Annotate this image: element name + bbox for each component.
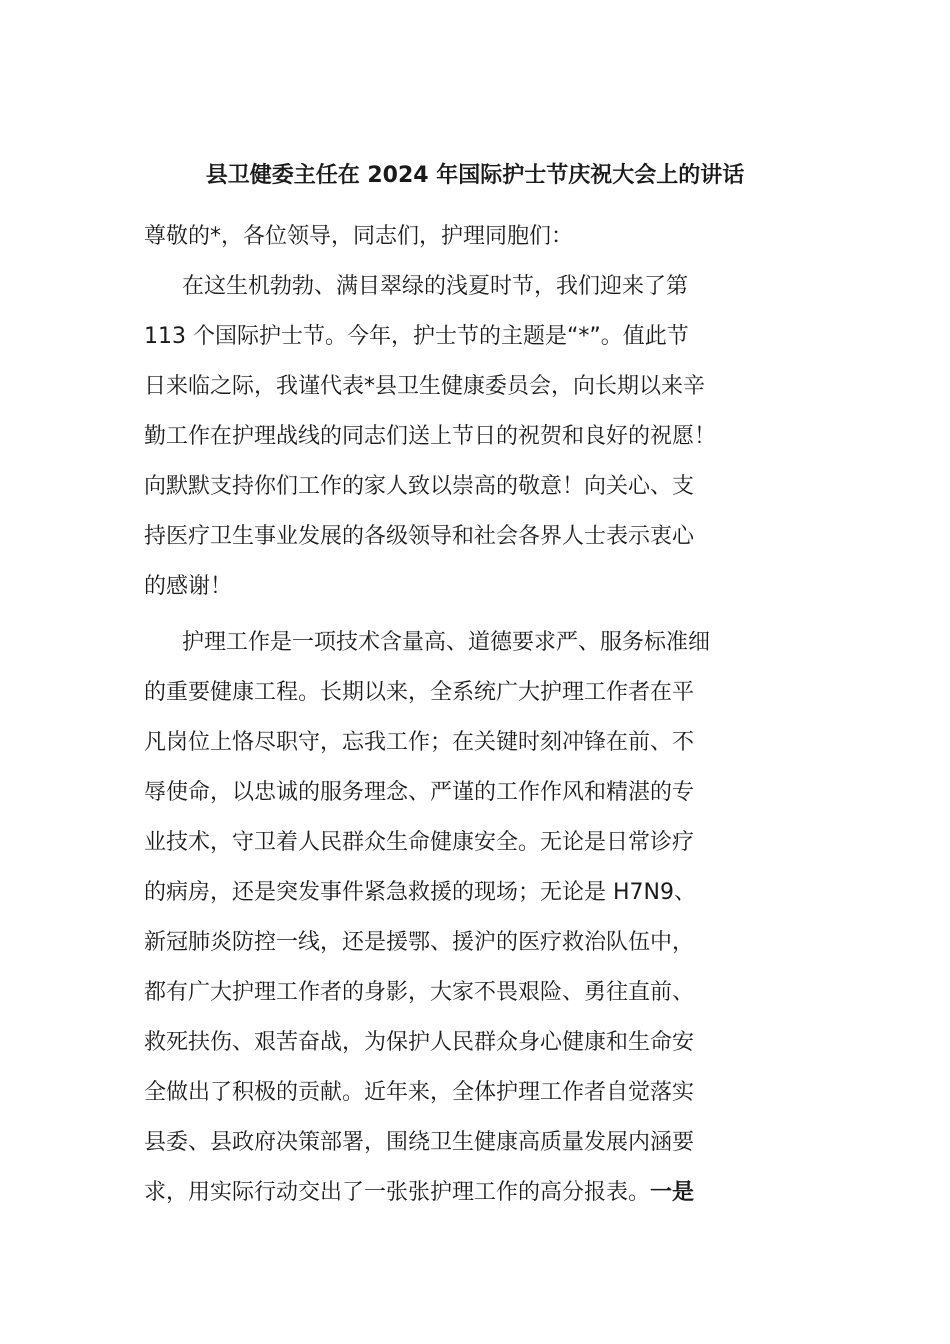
document-title: 县卫健委主任在 2024 年国际护士节庆祝大会上的讲话 — [205, 163, 745, 188]
paragraph-2-line — [144, 1173, 694, 1213]
paragraph-2-line: 业技术，守卫着人民群众生命健康安全。无论是日常诊疗 — [144, 830, 695, 855]
paragraph-2-line: 的病房，还是突发事件紧急救援的现场；无论是 H7N9、 — [144, 880, 696, 905]
paragraph-2-line-text: 求，用实际行动交出了一张张护理工作的高分报表。 — [144, 1180, 651, 1205]
paragraph-1-line: 向默默支持你们工作的家人致以崇高的敬意！向关心、支 — [144, 474, 695, 499]
paragraph-2-line: 新冠肺炎防控一线，还是援鄂、援沪的医疗救治队伍中， — [144, 930, 695, 955]
paragraph-2-line: 凡岗位上恪尽职守，忘我工作；在关键时刻冲锋在前、不 — [144, 730, 695, 755]
paragraph-1-line: 勤工作在护理战线的同志们送上节日的祝贺和良好的祝愿！ — [144, 424, 717, 449]
paragraph-1-line: 持医疗卫生事业发展的各级领导和社会各界人士表示衷心 — [144, 524, 695, 549]
paragraph-1-line: 113 个国际护士节。今年，护士节的主题是“*”。值此节 — [144, 324, 689, 349]
salutation: 尊敬的*，各位领导，同志们，护理同胞们： — [144, 224, 574, 249]
paragraph-2-line: 辱使命，以忠诚的服务理念、严谨的工作作风和精湛的专 — [144, 780, 695, 805]
paragraph-1-line: 的感谢！ — [144, 574, 233, 599]
paragraph-2-line: 救死扶伤、艰苦奋战，为保护人民群众身心健康和生命安 — [144, 1030, 695, 1055]
paragraph-2-line: 的重要健康工程。长期以来，全系统广大护理工作者在平 — [144, 680, 695, 705]
paragraph-2-line: 护理工作是一项技术含量高、道德要求严、服务标准细 — [182, 630, 711, 655]
point-one-label: 一是 — [650, 1180, 695, 1205]
paragraph-2-line: 都有广大护理工作者的身影，大家不畏艰险、勇往直前、 — [144, 980, 695, 1005]
paragraph-2-line: 县委、县政府决策部署，围绕卫生健康高质量发展内涵要 — [144, 1130, 695, 1155]
paragraph-2-line: 全做出了积极的贡献。近年来，全体护理工作者自觉落实 — [144, 1080, 695, 1105]
paragraph-1-line: 在这生机勃勃、满目翠绿的浅夏时节，我们迎来了第 — [182, 274, 689, 299]
paragraph-1-line: 日来临之际，我谨代表*县卫生健康委员会，向长期以来辛 — [144, 374, 706, 399]
